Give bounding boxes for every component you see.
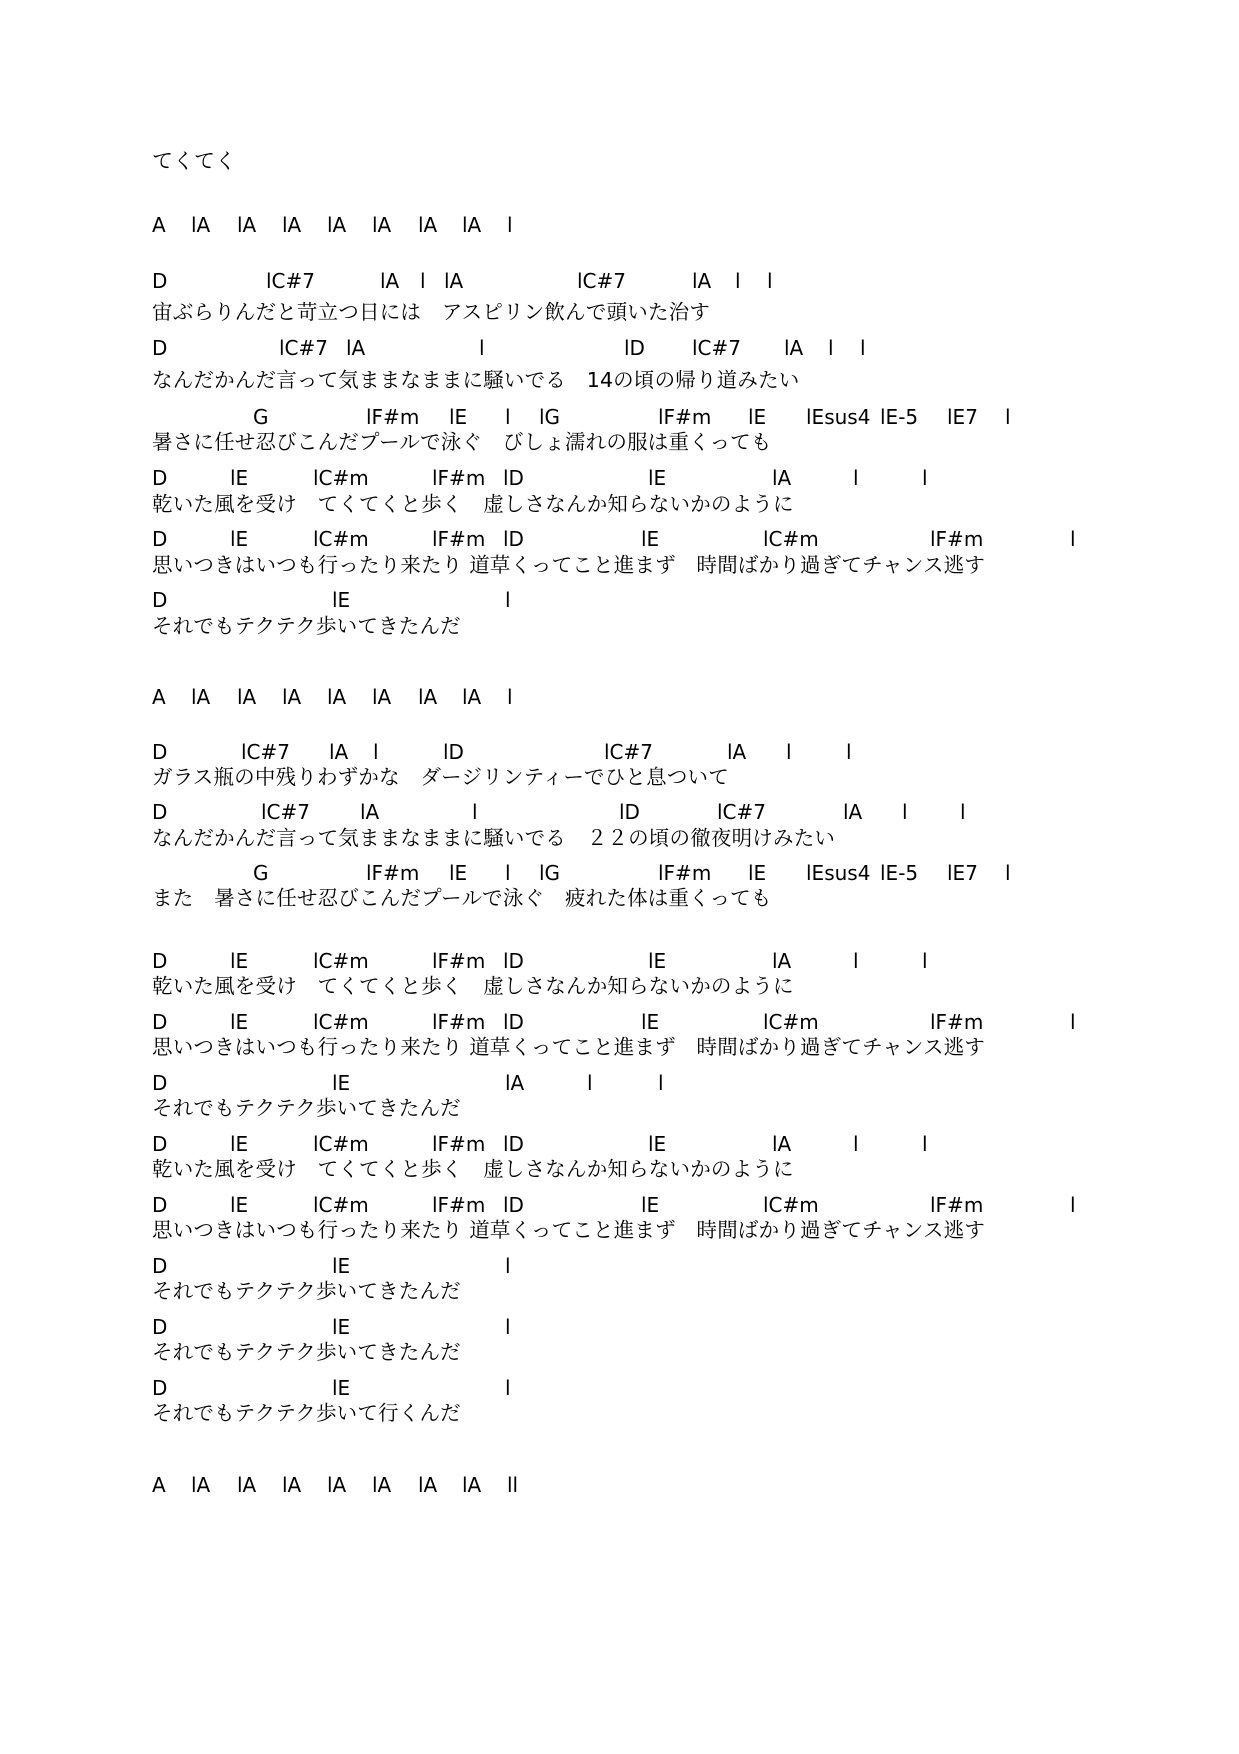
chord-symbol: l	[505, 405, 511, 429]
chord-symbol: lD	[503, 527, 524, 551]
chord-symbol: ll	[507, 1473, 519, 1497]
chord-symbol: lE	[332, 1071, 351, 1095]
chord-symbol: lE	[332, 1315, 351, 1339]
lyric-line: それでもテクテク歩いて行くんだ	[152, 1401, 461, 1425]
chord-symbol: lF#m	[432, 1010, 486, 1034]
chord-symbol: l	[587, 1071, 593, 1095]
chord-symbol: lC#m	[763, 1193, 819, 1217]
chord-symbol: D	[152, 1132, 168, 1156]
chord-symbol: D	[152, 800, 168, 824]
chord-symbol: l	[373, 740, 379, 764]
chord-symbol: lE	[748, 405, 767, 429]
chord-symbol: l	[922, 466, 928, 490]
chord-symbol: lC#7	[266, 269, 316, 293]
chord-symbol: D	[152, 588, 168, 612]
song-title: てくてく	[152, 149, 236, 173]
chord-symbol: l	[658, 1071, 664, 1095]
lyric-line: それでもテクテク歩いてきたんだ	[152, 1340, 461, 1364]
chord-symbol: lA	[282, 1473, 302, 1497]
chord-symbol: lE	[641, 1193, 660, 1217]
chord-symbol: lD	[503, 466, 524, 490]
lyric-line: 思いつきはいつも行ったり来たり 道草くってこと進まず 時間ばかり過ぎてチャンス逃す	[152, 1218, 986, 1242]
chord-symbol: lA	[692, 269, 712, 293]
chord-symbol: lA	[843, 800, 863, 824]
chord-symbol: lA	[329, 740, 349, 764]
chord-symbol: lA	[372, 1473, 392, 1497]
chord-symbol: lA	[772, 949, 792, 973]
chord-symbol: lE	[230, 949, 249, 973]
lyric-line: 思いつきはいつも行ったり来たり 道草くってこと進まず 時間ばかり過ぎてチャンス逃す	[152, 553, 986, 577]
lyric-line: また 暑さに任せ忍びこんだプールで泳ぐ 疲れた体は重くっても	[152, 886, 772, 910]
chord-symbol: lA	[418, 685, 438, 709]
chord-symbol: lA	[418, 1473, 438, 1497]
chord-symbol: lC#m	[313, 1132, 369, 1156]
chord-symbol: D	[152, 466, 168, 490]
chord-symbol: lE	[648, 949, 667, 973]
chord-symbol: lA	[327, 213, 347, 237]
chord-symbol: lC#7	[604, 740, 654, 764]
chord-symbol: l	[960, 800, 966, 824]
lyric-line: 乾いた風を受け てくてくと歩く 虚しさなんか知らないかのように	[152, 974, 794, 998]
chord-symbol: lE	[332, 1376, 351, 1400]
chord-symbol: lF#m	[432, 949, 486, 973]
chord-symbol: lE	[230, 466, 249, 490]
chord-symbol: lE	[648, 466, 667, 490]
chord-symbol: l	[505, 588, 511, 612]
chord-symbol: D	[152, 1254, 168, 1278]
chord-symbol: lA	[727, 740, 747, 764]
chord-symbol: D	[152, 527, 168, 551]
chord-symbol: lA	[772, 1132, 792, 1156]
chord-symbol: A	[152, 685, 166, 709]
chord-symbol: lE	[230, 1132, 249, 1156]
chord-symbol: lC#m	[313, 1193, 369, 1217]
chord-symbol: lE-5	[880, 861, 919, 885]
chord-symbol: l	[853, 466, 859, 490]
lyric-line: それでもテクテク歩いてきたんだ	[152, 614, 461, 638]
chord-symbol: l	[1005, 861, 1011, 885]
chord-symbol: l	[507, 685, 513, 709]
chord-symbol: D	[152, 949, 168, 973]
chord-symbol: lA	[462, 685, 482, 709]
chord-symbol: l	[853, 1132, 859, 1156]
chord-symbol: l	[853, 949, 859, 973]
chord-symbol: lC#m	[313, 1010, 369, 1034]
chord-symbol: l	[786, 740, 792, 764]
chord-symbol: l	[507, 213, 513, 237]
lyric-line: なんだかんだ言って気ままなままに騒いでる 14の頃の帰り道みたい	[152, 368, 800, 392]
chord-symbol: lC#m	[763, 527, 819, 551]
chord-symbol: lF#m	[366, 405, 420, 429]
lyric-line: 乾いた風を受け てくてくと歩く 虚しさなんか知らないかのように	[152, 492, 794, 516]
lyric-line: 宙ぶらりんだと苛立つ日には アスピリン飲んで頭いた治す	[152, 300, 711, 324]
chord-symbol: lA	[237, 1473, 257, 1497]
chord-symbol: l	[505, 1254, 511, 1278]
chord-symbol: lEsus4	[806, 405, 871, 429]
chord-symbol: lE	[230, 1193, 249, 1217]
chord-symbol: lA	[380, 269, 400, 293]
chord-symbol: lE7	[947, 861, 978, 885]
chord-symbol: l	[505, 1315, 511, 1339]
chord-symbol: D	[152, 1193, 168, 1217]
chord-symbol: lC#m	[313, 949, 369, 973]
chord-symbol: lD	[503, 1193, 524, 1217]
lyric-line: それでもテクテク歩いてきたんだ	[152, 1279, 461, 1303]
chord-symbol: lE-5	[880, 405, 919, 429]
chord-symbol: lC#m	[313, 527, 369, 551]
chord-symbol: D	[152, 336, 168, 360]
chord-symbol: lF#m	[366, 861, 420, 885]
chord-symbol: lA	[237, 685, 257, 709]
chord-symbol: lC#7	[717, 800, 767, 824]
chord-symbol: lF#m	[930, 527, 984, 551]
lyric-line: ガラス瓶の中残りわずかな ダージリンティーでひと息ついて	[152, 765, 729, 789]
chord-symbol: D	[152, 1071, 168, 1095]
lyric-line: 乾いた風を受け てくてくと歩く 虚しさなんか知らないかのように	[152, 1157, 794, 1181]
chord-symbol: lE	[641, 527, 660, 551]
chord-symbol: l	[1070, 1193, 1076, 1217]
chord-symbol: l	[420, 269, 426, 293]
chord-symbol: lA	[372, 213, 392, 237]
chord-symbol: A	[152, 1473, 166, 1497]
chord-symbol: lA	[282, 213, 302, 237]
chord-symbol: D	[152, 1376, 168, 1400]
chord-symbol: l	[505, 1376, 511, 1400]
chord-symbol: lA	[462, 213, 482, 237]
chord-symbol: lG	[539, 861, 561, 885]
chord-symbol: lD	[443, 740, 464, 764]
chord-symbol: l	[1070, 527, 1076, 551]
chord-symbol: lA	[237, 213, 257, 237]
chord-symbol: lF#m	[432, 1193, 486, 1217]
chord-symbol: lA	[444, 269, 464, 293]
chord-symbol: lF#m	[432, 1132, 486, 1156]
chord-symbol: lE	[449, 405, 468, 429]
chord-symbol: lA	[372, 685, 392, 709]
chord-symbol: l	[902, 800, 908, 824]
chord-symbol: lA	[191, 213, 211, 237]
chord-symbol: l	[505, 861, 511, 885]
chord-symbol: lE7	[947, 405, 978, 429]
chord-symbol: lEsus4	[806, 861, 871, 885]
chord-symbol: lC#7	[241, 740, 291, 764]
chord-symbol: lD	[619, 800, 640, 824]
chord-symbol: D	[152, 1010, 168, 1034]
chord-symbol: lD	[624, 336, 645, 360]
chord-symbol: lA	[327, 685, 347, 709]
chord-symbol: lE	[230, 527, 249, 551]
chord-symbol: lA	[784, 336, 804, 360]
lyric-line: 暑さに任せ忍びこんだプールで泳ぐ びしょ濡れの服は重くっても	[152, 430, 772, 454]
chord-symbol: l	[860, 336, 866, 360]
chord-symbol: l	[472, 800, 478, 824]
chord-symbol: lF#m	[432, 527, 486, 551]
chord-symbol: lE	[332, 588, 351, 612]
chord-symbol: l	[1005, 405, 1011, 429]
chord-symbol: lF#m	[658, 405, 712, 429]
chord-symbol: lA	[772, 466, 792, 490]
chord-symbol: D	[152, 269, 168, 293]
chord-symbol: lA	[462, 1473, 482, 1497]
chord-symbol: lC#7	[279, 336, 329, 360]
chord-symbol: lA	[282, 685, 302, 709]
chord-symbol: lE	[230, 1010, 249, 1034]
chord-symbol: lD	[503, 1132, 524, 1156]
chord-symbol: l	[828, 336, 834, 360]
chord-symbol: lC#7	[577, 269, 627, 293]
chord-symbol: lA	[327, 1473, 347, 1497]
chord-symbol: l	[735, 269, 741, 293]
chord-symbol: lC#m	[313, 466, 369, 490]
chord-symbol: lC#7	[692, 336, 742, 360]
chord-symbol: l	[846, 740, 852, 764]
chord-symbol: lF#m	[930, 1010, 984, 1034]
lyric-line: なんだかんだ言って気ままなままに騒いでる ２２の頃の徹夜明けみたい	[152, 826, 836, 850]
chord-symbol: lD	[503, 1010, 524, 1034]
chord-symbol: lA	[505, 1071, 525, 1095]
chord-symbol: l	[1070, 1010, 1076, 1034]
chord-symbol: l	[922, 949, 928, 973]
chord-symbol: l	[479, 336, 485, 360]
chord-symbol: lC#m	[763, 1010, 819, 1034]
chord-symbol: lE	[332, 1254, 351, 1278]
chord-symbol: A	[152, 213, 166, 237]
chord-symbol: lD	[503, 949, 524, 973]
chord-symbol: lF#m	[432, 466, 486, 490]
chord-symbol: lF#m	[930, 1193, 984, 1217]
chord-symbol: lF#m	[658, 861, 712, 885]
lyric-line: それでもテクテク歩いてきたんだ	[152, 1096, 461, 1120]
chord-symbol: lG	[539, 405, 561, 429]
chord-symbol: lA	[346, 336, 366, 360]
chord-symbol: lA	[360, 800, 380, 824]
chord-symbol: l	[767, 269, 773, 293]
chord-symbol: D	[152, 740, 168, 764]
chord-symbol: D	[152, 1315, 168, 1339]
chord-symbol: lE	[648, 1132, 667, 1156]
chord-symbol: lA	[191, 685, 211, 709]
chord-symbol: lE	[748, 861, 767, 885]
chord-symbol: l	[922, 1132, 928, 1156]
lyric-line: 思いつきはいつも行ったり来たり 道草くってこと進まず 時間ばかり過ぎてチャンス逃す	[152, 1035, 986, 1059]
chord-symbol: lA	[191, 1473, 211, 1497]
chord-symbol: lA	[418, 213, 438, 237]
chord-symbol: lE	[641, 1010, 660, 1034]
chord-symbol: lC#7	[261, 800, 311, 824]
chord-symbol: G	[253, 861, 269, 885]
chord-symbol: lE	[449, 861, 468, 885]
chord-symbol: G	[253, 405, 269, 429]
